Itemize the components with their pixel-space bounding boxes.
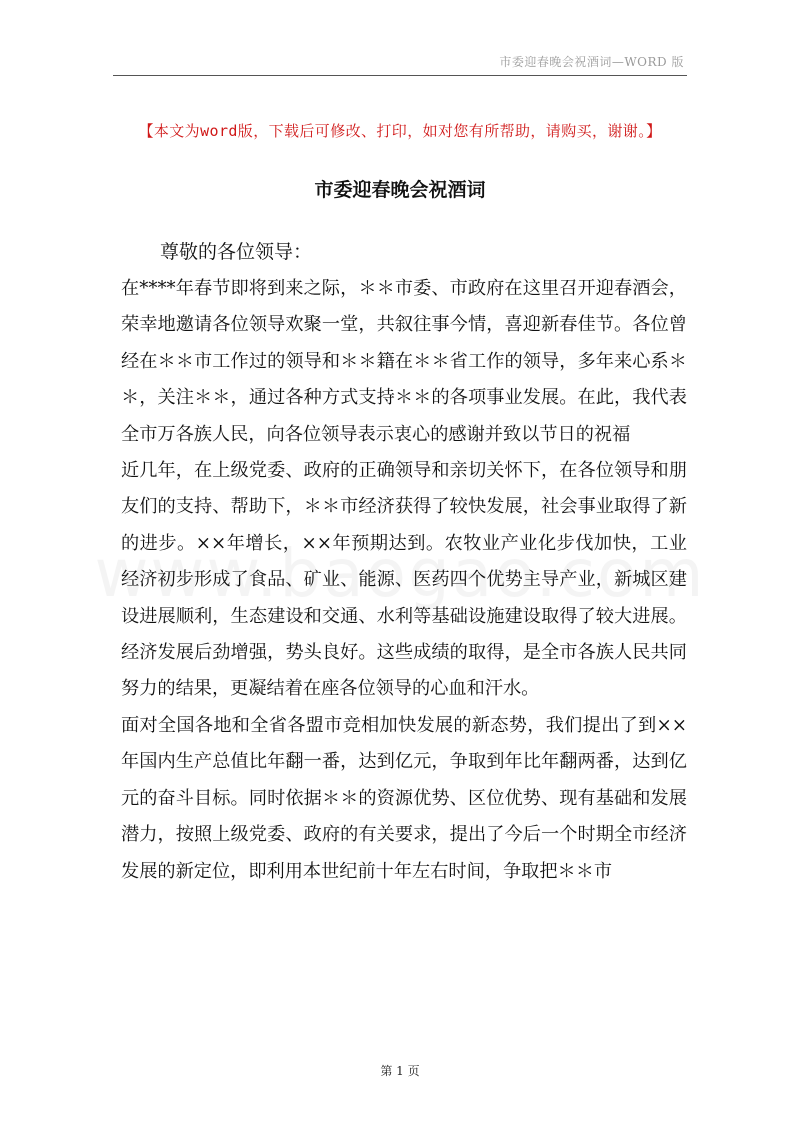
document-body bbox=[121, 271, 687, 890]
document-title: 市委迎春晚会祝酒词 bbox=[314, 179, 486, 201]
purchase-notice: 【本文为word版，下载后可修改、打印，如对您有所帮助，请购买，谢谢。】 bbox=[138, 122, 662, 140]
page-number: 第 1 页 bbox=[380, 1064, 420, 1078]
paragraph-1: 在****年春节即将到来之际，＊＊市委、市政府在这里召开迎春酒会，荣幸地邀请各位领导欢聚一堂，共叙往事今情，喜迎新春佳节。各位曾经在＊＊市工作过的领导和＊＊籍在＊＊省工作的领导，多年来心系＊＊，关注＊＊，通过各种方式支持＊＊的各项事业发展。在此，我代表全市万各族人民，向各位领导表示衷心的感谢并致以节日的祝福 bbox=[121, 278, 687, 445]
paragraph-3: 面对全国各地和全省各盟市竞相加快发展的新态势，我们提出了到××年国内生产总值比年翻一番，达到亿元，争取到年比年翻两番，达到亿元的奋斗目标。同时依据＊＊的资源优势、区位优势、现有基础和发展潜力，按照上级党委、政府的有关要求，提出了今后一个时期全市经济发展的新定位，即利用本世纪前十年左右时间，争取把＊＊市 bbox=[121, 714, 687, 882]
paragraph-2: 近几年，在上级党委、政府的正确领导和亲切关怀下，在各位领导和朋友们的支持、帮助下，＊＊市经济获得了较快发展，社会事业取得了新的进步。××年增长，××年预期达到。农牧业产业化步伐加快，工业经济初步形成了食品、矿业、能源、医药四个优势主导产业，新城区建设进展顺利，生态建设和交通、水利等基础设施建设取得了较大进展。经济发展后劲增强，势头良好。这些成绩的取得，是全市各族人民共同努力的结果，更凝结着在座各位领导的心血和汗水。 bbox=[121, 460, 687, 700]
header-doc-label: 市委迎春晚会祝酒词—WORD 版 bbox=[499, 55, 684, 69]
salutation: 尊敬的各位领导： bbox=[160, 241, 313, 263]
header-divider bbox=[113, 75, 687, 76]
